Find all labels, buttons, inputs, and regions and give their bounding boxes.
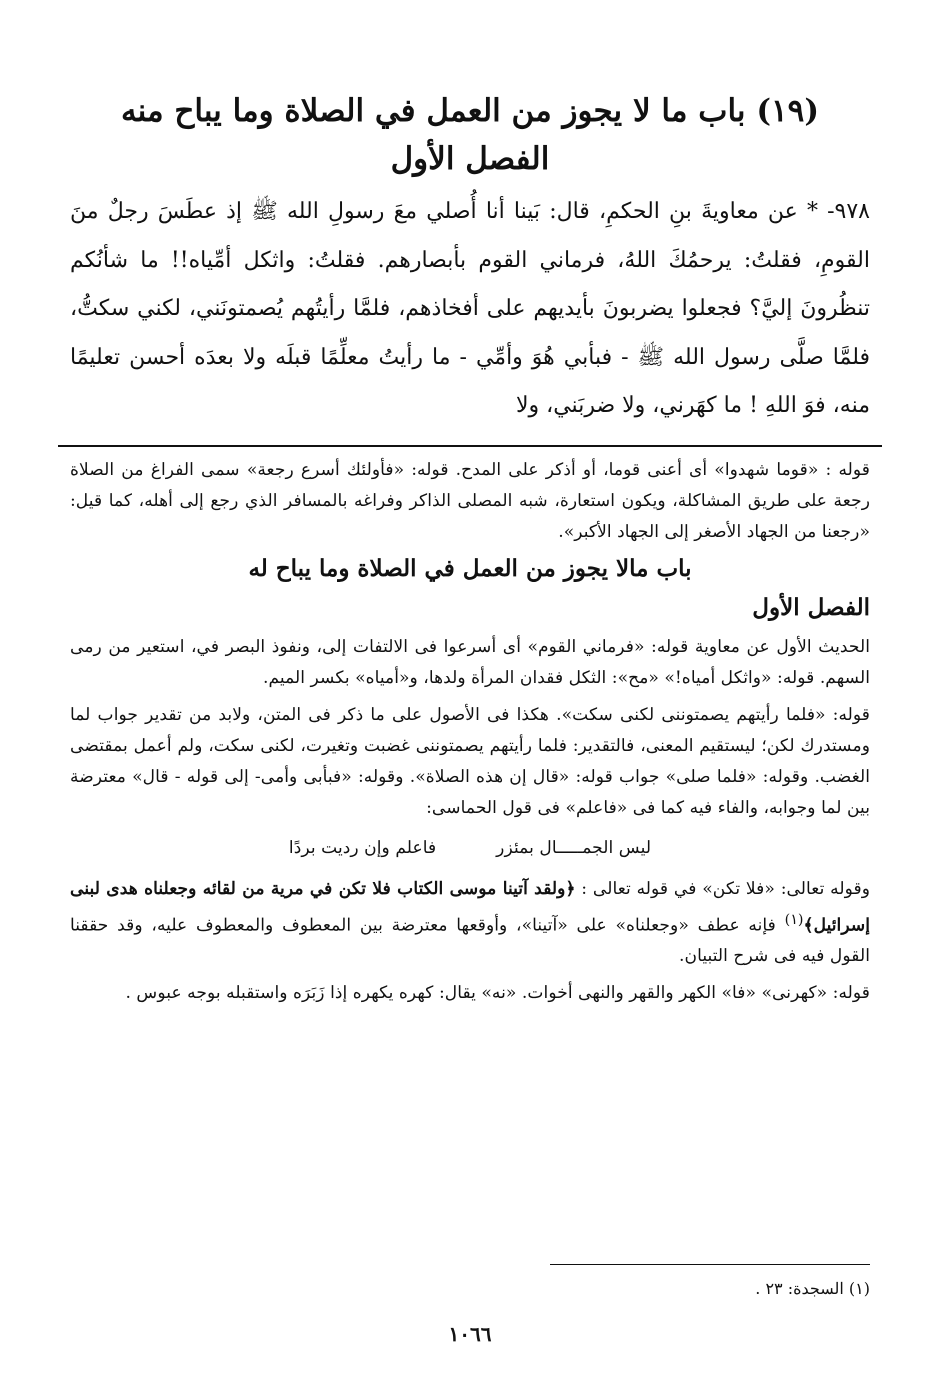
page [70,80,870,1370]
note4-rest: فإنه عطف «وجعلناه» على «آتينا»، وأوقعها معترضة بين المعطوف والمعطوف عليه، وقد حققنا القول فيه فى شرح التبيان. [70,915,870,967]
chapter-title: (١٩) باب ما لا يجوز من العمل في الصلاة وما يباح منه [121,93,819,129]
footnote-divider [550,1264,870,1265]
commentary-section-title: الفصل الأول [752,593,870,621]
commentary-note-3: قوله: «فلما رأيتهم يصمتوننى لكنى سكت». هكذا فى الأصول على ما ذكر فى المتن، ولابد من تقدير جواب لما ومستدرك لكن؛ ليستقيم المعنى، فالتقدير: فلما رأيتهم يصمتوننى غضبت وتغيرت، لكنى سكت، ولم أعمل بمقتضى الغضب. وقوله: «فلما صلى» جواب قوله: «قال إن هذه الصلاة». وقوله: «فبأبى وأمى- إلى قوله - قال» معترضة بين لما وجوابه، والفاء فيه كما فى «فاعلم» فى قول الحماسى: [70,704,870,818]
commentary-note-2: الحديث الأول عن معاوية قوله: «فرماني القوم» أى أسرعوا فى الالتفات إلى، ونفوذ البصر في، استعير من رمى السهم. قوله: «واثكل أمياه!» «مح»: الثكل فقدان المرأة ولدها، و«أمياه» بكسر الميم. [70,636,870,688]
divider [58,445,882,447]
note4-intro: وقوله تعالى: «فلا تكن» في قوله تعالى : [575,878,870,899]
quran-quote: ﴿ولقد آتينا موسى الكتاب فلا تكن في مرية من لقائه وجعلناه هدى لبنى إسرائيل﴾ [70,878,870,936]
verse-first-hemistich: ليس الجمـــــال بمئزر [496,837,652,858]
page-number: ١٠٦٦ [448,1322,492,1346]
poetry-verse [70,828,870,868]
footnote-marker: (١) [784,911,804,928]
commentary-chapter-title: باب مالا يجوز من العمل في الصلاة وما يباح له [248,554,692,582]
footnote: (١) السجدة: ٢٣ . [755,1279,870,1298]
hadith-block [70,188,870,431]
verse-second-hemistich: فاعلم وإن رديت بردًا [288,837,437,858]
commentary-note-5: قوله: «كهرنى» «فا» الكهر والقهر والنهى أخوات. «نه» يقال: كهره يكهره إذا زَبَرَه واستقبله بوجه عبوس . [125,983,870,1004]
commentary-note-4 [70,874,870,973]
section-title: الفصل الأول [390,141,550,177]
hadith-text: ٩٧٨- * عن معاويةَ بنِ الحكمِ، قال: بَينا أنا أُصلي معَ رسولِ الله ﷺ إذ عطَسَ رجلٌ منَ القومِ، فقلتُ: يرحمُكَ اللهُ، فرماني القوم بأبصارهم. فقلتُ: واثكل أمِّياه!! ما شأنُكم تنظُرونَ إليَّ؟ فجعلوا يضربونَ بأيديهم على أفخاذهم، فلمَّا رأيتُهم يُصمتونَني، لكني سكتُّ، فلمَّا صلَّى رسول الله ﷺ - فبأبي هُوَ وأمِّي - ما رأيتُ معلِّمًا قبلَه ولا بعدَه أحسن تعليمًا منه، فوَ اللهِ ! ما كهَرني، ولا ضربَني، ولا [70,199,870,418]
commentary-note-1: قوله : «قوما شهدوا» أى أعنى قوما، أو أذكر على المدح. قوله: «فأولئك أسرع رجعة» سمى الفراغ من الصلاة رجعة على طريق المشاكلة، ويكون استعارة، شبه المصلى الذاكر وفراغه بالمسافر الذي رجع إلى أهله، كما قيل: «رجعنا من الجهاد الأصغر إلى الجهاد الأكبر». [70,459,870,542]
